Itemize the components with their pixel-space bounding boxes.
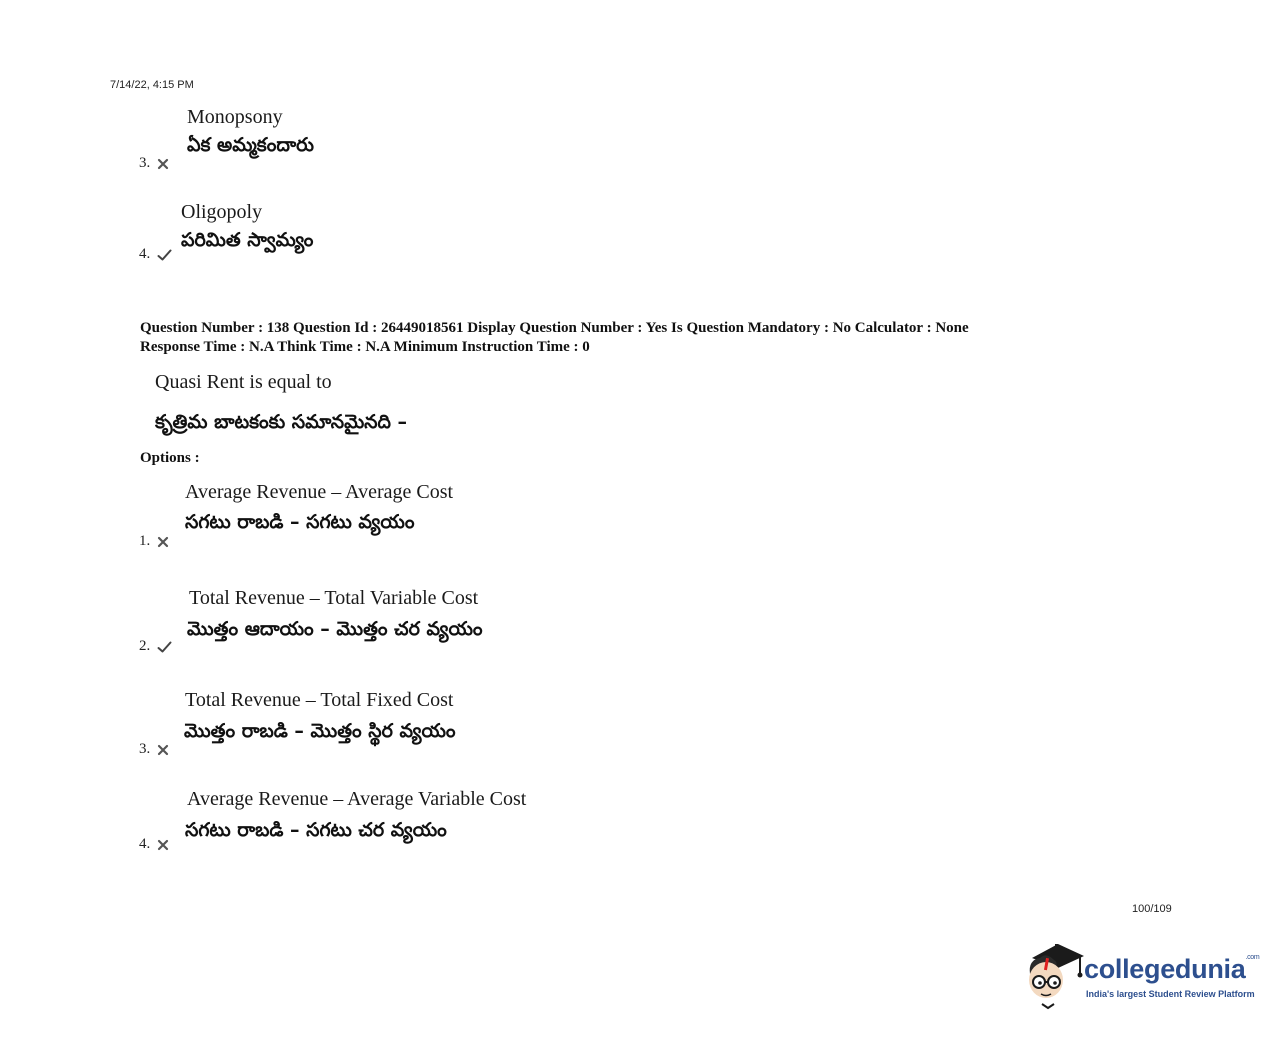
- question-text-telugu: కృత్రిమ బాటకంకు సమానమైనది –: [155, 411, 408, 433]
- option-2-telugu: మొత్తం ఆదాయం – మొత్తం చర వ్యయం: [187, 618, 483, 640]
- option-3-telugu: మొత్తం రాబడి – మొత్తం స్థిర వ్యయం: [184, 720, 456, 742]
- collegedunia-logo: [1024, 938, 1264, 1010]
- option-1-telugu: సగటు రాబడి – సగటు వ్యయం: [185, 511, 415, 533]
- option-3-marker: [139, 741, 169, 758]
- check-icon: [157, 641, 172, 653]
- prev-option-3-telugu: ఏక అమ్మకందారు: [187, 134, 314, 156]
- logo-suffix: .com: [1245, 954, 1260, 961]
- check-icon: [157, 249, 172, 261]
- option-4-telugu: సగటు రాబడి – సగటు చర వ్యయం: [185, 819, 447, 841]
- cross-icon: [157, 839, 169, 851]
- option-1-english: Average Revenue – Average Cost: [185, 481, 454, 503]
- prev-option-3-english: Monopsony: [187, 106, 283, 128]
- options-label: Options :: [140, 450, 200, 466]
- prev-option-4-marker: [139, 246, 172, 263]
- logo-tagline: India's largest Student Review Platform: [1086, 989, 1255, 999]
- page-number: 100/109: [1132, 903, 1172, 915]
- option-1-number: 1.: [139, 533, 151, 549]
- prev-option-4-english: Oligopoly: [181, 201, 263, 223]
- print-timestamp: 7/14/22, 4:15 PM: [110, 79, 194, 91]
- option-3-english: Total Revenue – Total Fixed Cost: [185, 689, 454, 711]
- option-4-english: Average Revenue – Average Variable Cost: [187, 788, 527, 810]
- mascot-icon: [1024, 938, 1086, 1010]
- option-4-marker: [139, 836, 169, 853]
- question-text-english: Quasi Rent is equal to: [155, 371, 332, 393]
- option-1-marker: [139, 533, 169, 550]
- option-3-number: 3.: [139, 741, 151, 757]
- question-meta-line-1: Question Number : 138 Question Id : 26449018561 Display Question Number : Yes Is Question Mandatory : No Calculator : None: [140, 320, 969, 336]
- option-2-number: 2.: [139, 638, 151, 654]
- prev-option-3-number: 3.: [139, 155, 151, 171]
- logo-name: collegedunia: [1084, 954, 1246, 984]
- prev-option-3-marker: [139, 155, 169, 172]
- option-2-marker: [139, 638, 172, 655]
- logo-wordmark: [1084, 954, 1259, 985]
- cross-icon: [157, 744, 169, 756]
- option-4-number: 4.: [139, 836, 151, 852]
- cross-icon: [157, 158, 169, 170]
- prev-option-4-telugu: పరిమిత స్వామ్యం: [181, 229, 314, 251]
- prev-option-4-number: 4.: [139, 246, 151, 262]
- question-meta-line-2: Response Time : N.A Think Time : N.A Minimum Instruction Time : 0: [140, 339, 590, 355]
- option-2-english: Total Revenue – Total Variable Cost: [189, 587, 479, 609]
- cross-icon: [157, 536, 169, 548]
